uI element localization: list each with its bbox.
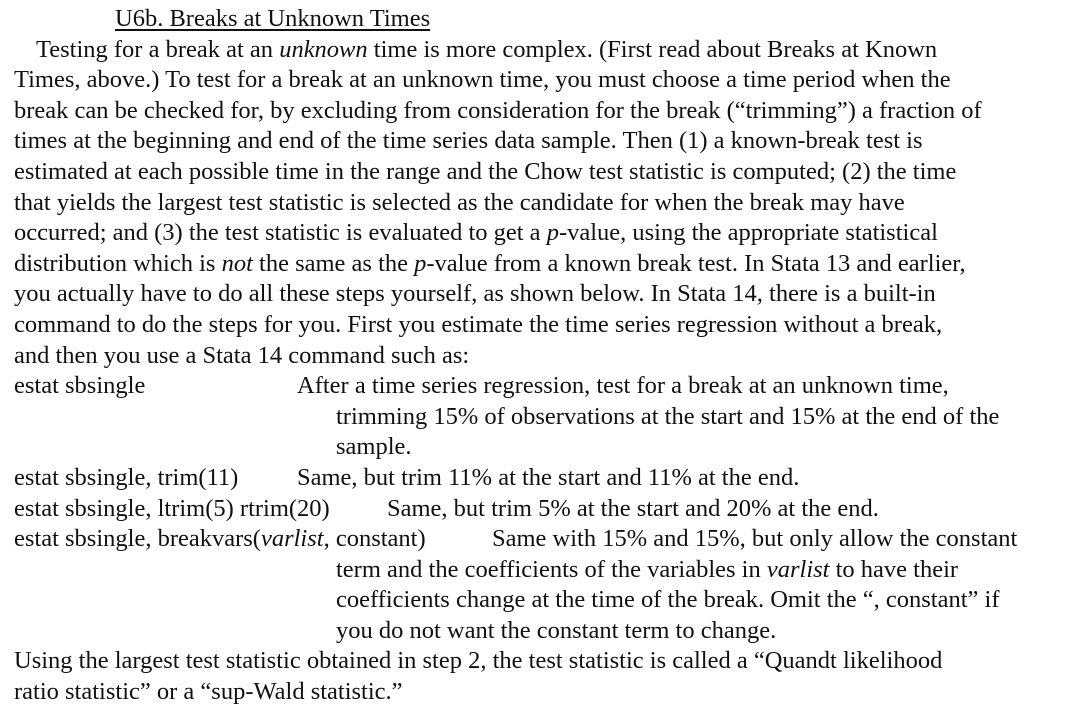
command-description: Same, but trim 11% at the start and 11% at the end. xyxy=(297,463,800,491)
paragraph-line: and then you use a Stata 14 command such as: xyxy=(14,341,470,369)
closing-line: Using the largest test statistic obtained in step 2, the test statistic is called a “Quandt likelihood xyxy=(14,647,943,675)
command-entry xyxy=(14,494,1076,525)
paragraph-line: occurred; and (3) the test statistic is evaluated to get a p-value, using the appropriate statistical xyxy=(14,219,938,247)
command-list xyxy=(14,371,1076,646)
section-heading: U6b. Breaks at Unknown Times xyxy=(115,5,431,32)
italic-term: p xyxy=(546,219,559,247)
command-entry xyxy=(14,524,1076,555)
intro-paragraph xyxy=(14,35,1076,372)
paragraph-line: command to do the steps for you. First you estimate the time series regression without a break, xyxy=(14,310,943,338)
command-text: estat sbsingle, breakvars(varlist, constant) xyxy=(14,525,426,553)
paragraph-line: that yields the largest test statistic is selected as the candidate for when the break may have xyxy=(14,188,905,216)
description-line: trimming 15% of observations at the start and 15% at the end of the xyxy=(336,402,1000,430)
command-description-continued xyxy=(336,402,1076,463)
command-description: After a time series regression, test for a break at an unknown time, xyxy=(297,372,949,400)
paragraph-line: break can be checked for, by excluding from consideration for the break (“trimming”) a fraction of xyxy=(14,96,982,124)
command-description: Same, but trim 5% at the start and 20% at the end. xyxy=(387,494,879,522)
command-text: estat sbsingle, trim(11) xyxy=(14,463,239,491)
paragraph-line: Times, above.) To test for a break at an unknown time, you must choose a time period when the xyxy=(14,66,951,94)
command-description-continued xyxy=(336,555,1076,647)
paragraph-line: times at the beginning and end of the time series data sample. Then (1) a known-break test is xyxy=(14,127,923,155)
paragraph-line: distribution which is not the same as the p-value from a known break test. In Stata 13 and earlier, xyxy=(14,249,966,277)
description-line: term and the coefficients of the variables in varlist to have their xyxy=(336,555,959,583)
paragraph-line: you actually have to do all these steps yourself, as shown below. In Stata 14, there is a built-in xyxy=(14,280,936,308)
italic-term: varlist xyxy=(260,525,324,553)
paragraph-line: estimated at each possible time in the range and the Chow test statistic is computed; (2) the time xyxy=(14,157,957,185)
italic-term: p xyxy=(414,249,427,277)
description-line: coefficients change at the time of the break. Omit the “, constant” if xyxy=(336,586,1000,614)
italic-term: unknown xyxy=(279,35,368,63)
italic-term: varlist xyxy=(766,555,830,583)
description-line: sample. xyxy=(336,433,412,461)
document-page xyxy=(14,4,1076,708)
command-description: Same with 15% and 15%, but only allow the constant xyxy=(492,525,1018,553)
closing-paragraph xyxy=(14,646,1076,707)
description-line: you do not want the constant term to change. xyxy=(336,616,777,644)
command-text: estat sbsingle xyxy=(14,372,146,400)
command-entry xyxy=(14,371,1076,402)
italic-term: not xyxy=(221,249,253,277)
closing-line: ratio statistic” or a “sup-Wald statistic.” xyxy=(14,678,403,706)
command-text: estat sbsingle, ltrim(5) rtrim(20) xyxy=(14,494,330,522)
command-entry xyxy=(14,463,1076,494)
paragraph-line: Testing for a break at an unknown time is more complex. (First read about Breaks at Known xyxy=(36,35,938,63)
